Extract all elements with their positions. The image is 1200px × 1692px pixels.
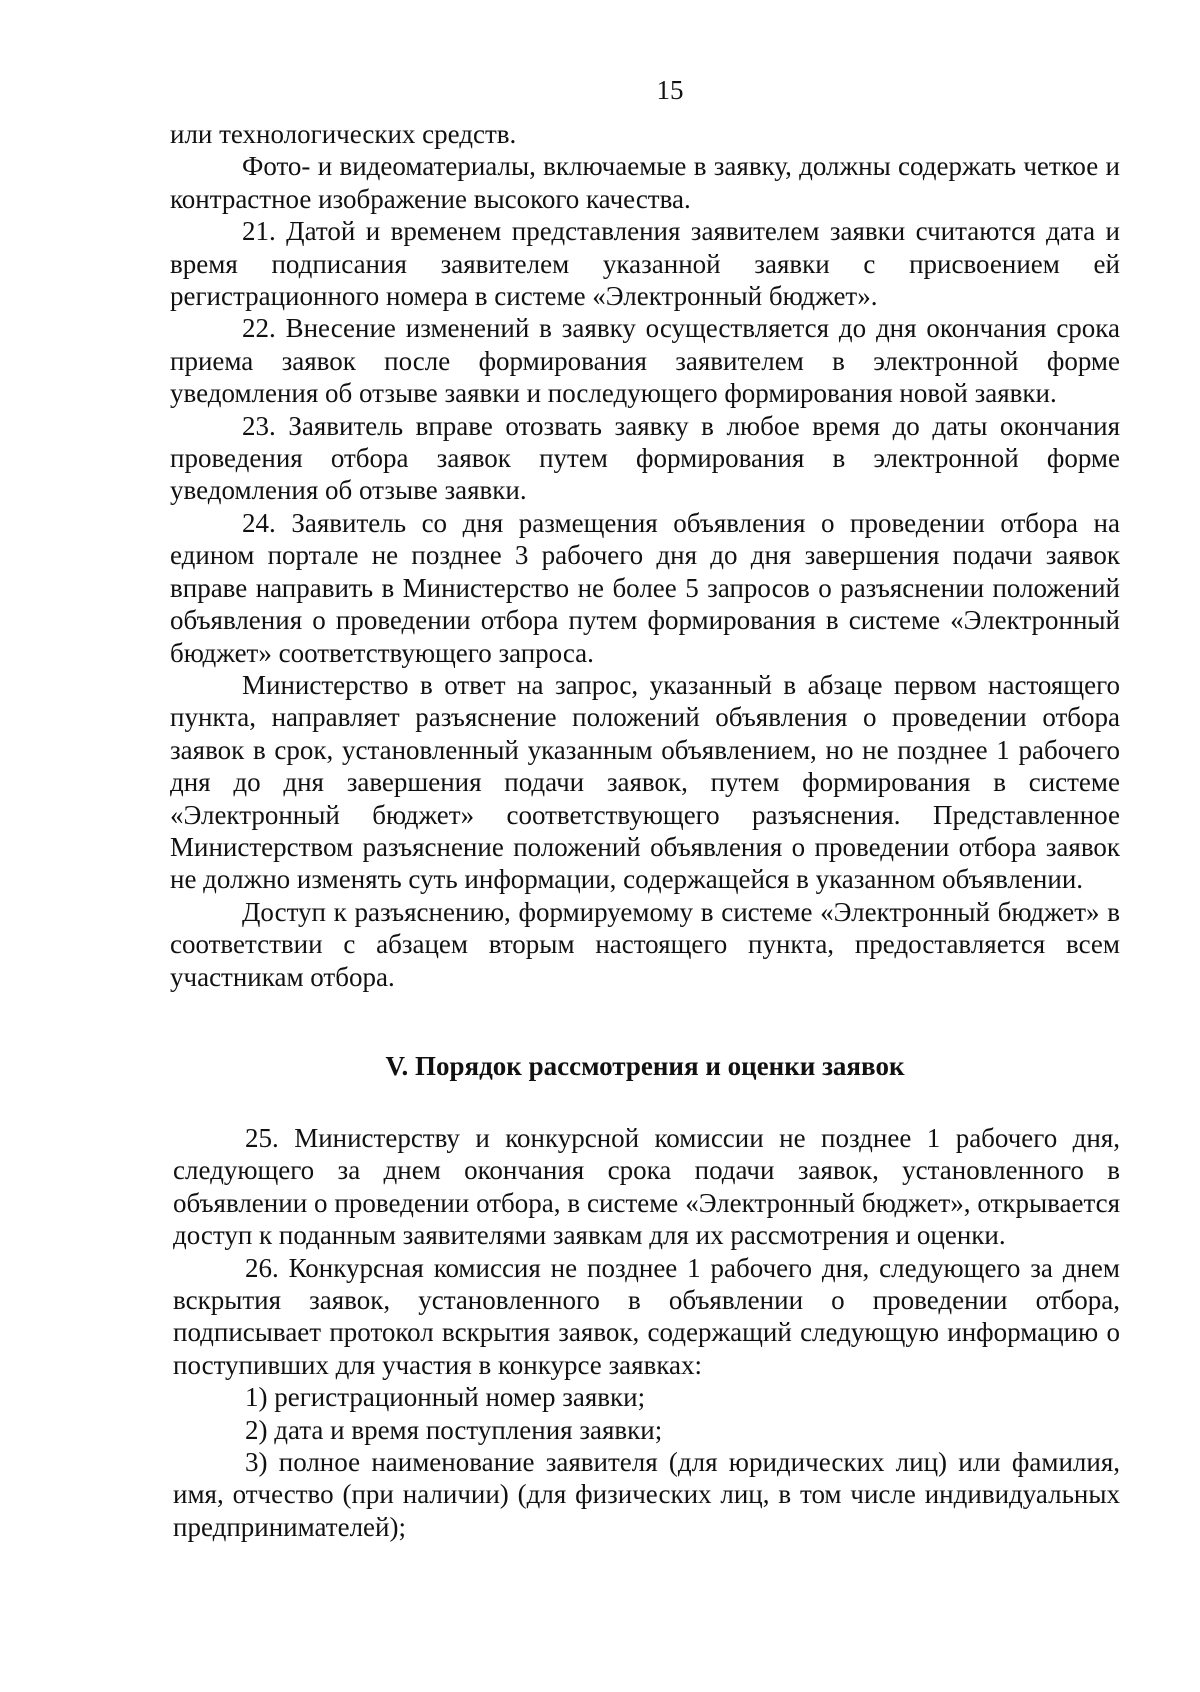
- paragraph-24-ministry-reply: Министерство в ответ на запрос, указанный в абзаце первом настоящего пункта, направляет разъяснение положений объявления о проведении отбора заявок в срок, установленный указанным объявлением, но не позднее 1 рабочего дня до дня завершения подачи заявок, путем формирования в системе «Электронный бюджет» соответствующего разъяснения. Представленное Министерством разъяснение положений объявления о проведении отбора заявок не должно изменять суть информации, содержащейся в указанном объявлении.: [170, 669, 1120, 895]
- list-item-1: 1) регистрационный номер заявки;: [245, 1382, 646, 1413]
- paragraph-photo-video: Фото- и видеоматериалы, включаемые в заявку, должны содержать четкое и контрастное изображение высокого качества.: [170, 151, 1120, 214]
- section-heading: V. Порядок рассмотрения и оценки заявок: [385, 1051, 905, 1081]
- paragraph-25: 25. Министерству и конкурсной комиссии не позднее 1 рабочего дня, следующего за днем окончания срока подачи заявок, установленного в объявлении о проведении отбора, в системе «Электронный бюджет», открывается доступ к поданным заявителями заявкам для их рассмотрения и оценки.: [173, 1123, 1120, 1251]
- paragraph-continuation: или технологических средств.: [170, 119, 517, 149]
- paragraph-21: 21. Датой и временем представления заявителем заявки считаются дата и время подписания заявителем указанной заявки с присвоением ей регистрационного номера в системе «Электронный бюджет».: [170, 216, 1120, 312]
- paragraph-26: 26. Конкурсная комиссия не позднее 1 рабочего дня, следующего за днем вскрытия заявок, установленного в объявлении о проведении отбора, подписывает протокол вскрытия заявок, содержащий следующую информацию о поступивших для участия в конкурсе заявках:: [173, 1252, 1120, 1380]
- paragraph-24: 24. Заявитель со дня размещения объявления о проведении отбора на едином портале не позднее 3 рабочего дня до дня завершения подачи заявок вправе направить в Министерство не более 5 запросов о разъяснении положений объявления о проведении отбора путем формирования в системе «Электронный бюджет» соответствующего запроса.: [170, 507, 1120, 668]
- page-number: 15: [656, 75, 684, 105]
- body-text-lower: [173, 1122, 1120, 1543]
- body-text-upper: [170, 118, 1120, 993]
- paragraph-24-access: Доступ к разъяснению, формируемому в системе «Электронный бюджет» в соответствии с абзацем вторым настоящего пункта, предоставляется всем участникам отбора.: [170, 896, 1120, 992]
- list-item-2: 2) дата и время поступления заявки;: [245, 1414, 663, 1445]
- list-item-3: 3) полное наименование заявителя (для юридических лиц) или фамилия, имя, отчество (при наличии) (для физических лиц, в том числе индивидуальных предпринимателей);: [173, 1447, 1120, 1542]
- paragraph-23: 23. Заявитель вправе отозвать заявку в любое время до даты окончания проведения отбора заявок путем формирования в электронной форме уведомления об отзыве заявки.: [170, 410, 1120, 506]
- paragraph-22: 22. Внесение изменений в заявку осуществляется до дня окончания срока приема заявок после формирования заявителем в электронной форме уведомления об отзыве заявки и последующего формирования новой заявки.: [170, 313, 1120, 409]
